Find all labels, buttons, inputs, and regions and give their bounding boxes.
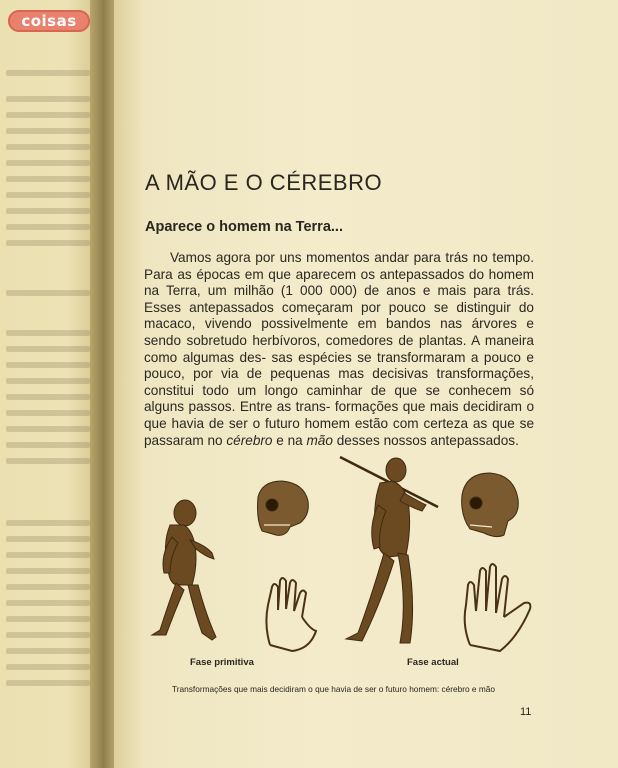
section-subtitle: Aparece o homem na Terra...	[145, 219, 343, 235]
body-line: estão com certeza as que se passaram no	[144, 415, 535, 448]
primitive-hand	[266, 578, 316, 651]
body-line: sas espécies se transformaram a pouco e pouco, por via de	[144, 349, 534, 382]
emphasis-mao: mão	[306, 432, 333, 448]
figure-caption: Transformações que mais decidiram o que havia de ser o futuro homem: cérebro e mão	[172, 684, 495, 694]
left-page-edge	[0, 0, 96, 768]
page-title: A MÃO E O CÉREBRO	[145, 170, 383, 195]
primitive-skull	[258, 481, 309, 535]
body-line: herbívoros, comedores de plantas. A maneira como algumas des-	[144, 332, 534, 365]
watermark-logo: coisas	[8, 10, 90, 32]
evolution-illustration	[140, 445, 545, 660]
modern-hand	[465, 564, 531, 651]
body-line-connector: e na	[272, 432, 307, 448]
body-line: formações que mais decidiram o que havia de ser o futuro homem	[144, 399, 535, 431]
primitive-hominid-figure	[152, 500, 216, 640]
body-line: desses nossos antepassados.	[336, 432, 519, 448]
body-line: Vamos agora por uns momentos andar para trás no tempo.	[170, 250, 534, 265]
modern-skull	[462, 473, 519, 537]
body-paragraph	[144, 250, 534, 449]
label-primitive-phase: Fase primitiva	[190, 657, 254, 668]
body-line: caminhar de que se conhecem só alguns passos. Entre as trans-	[144, 382, 535, 415]
body-line: na Terra, um milhão (1 000 000) de anos e mais para trás. Esses	[144, 283, 534, 315]
modern-man-figure	[340, 457, 438, 643]
label-current-phase: Fase actual	[407, 657, 459, 668]
emphasis-cerebro: cérebro	[226, 432, 273, 448]
body-line: Para as épocas em que aparecem os antepassados do homem	[144, 266, 534, 282]
body-line: vivendo possivelmente em bandos nas árvores e sendo sobretudo	[144, 316, 534, 348]
page-number: 11	[520, 706, 532, 718]
body-line: pequenas mas decisivas transformações, constitui todo um longo	[144, 366, 534, 398]
body-line: antepassados começaram por pouco se distinguir do macaco,	[144, 299, 534, 332]
